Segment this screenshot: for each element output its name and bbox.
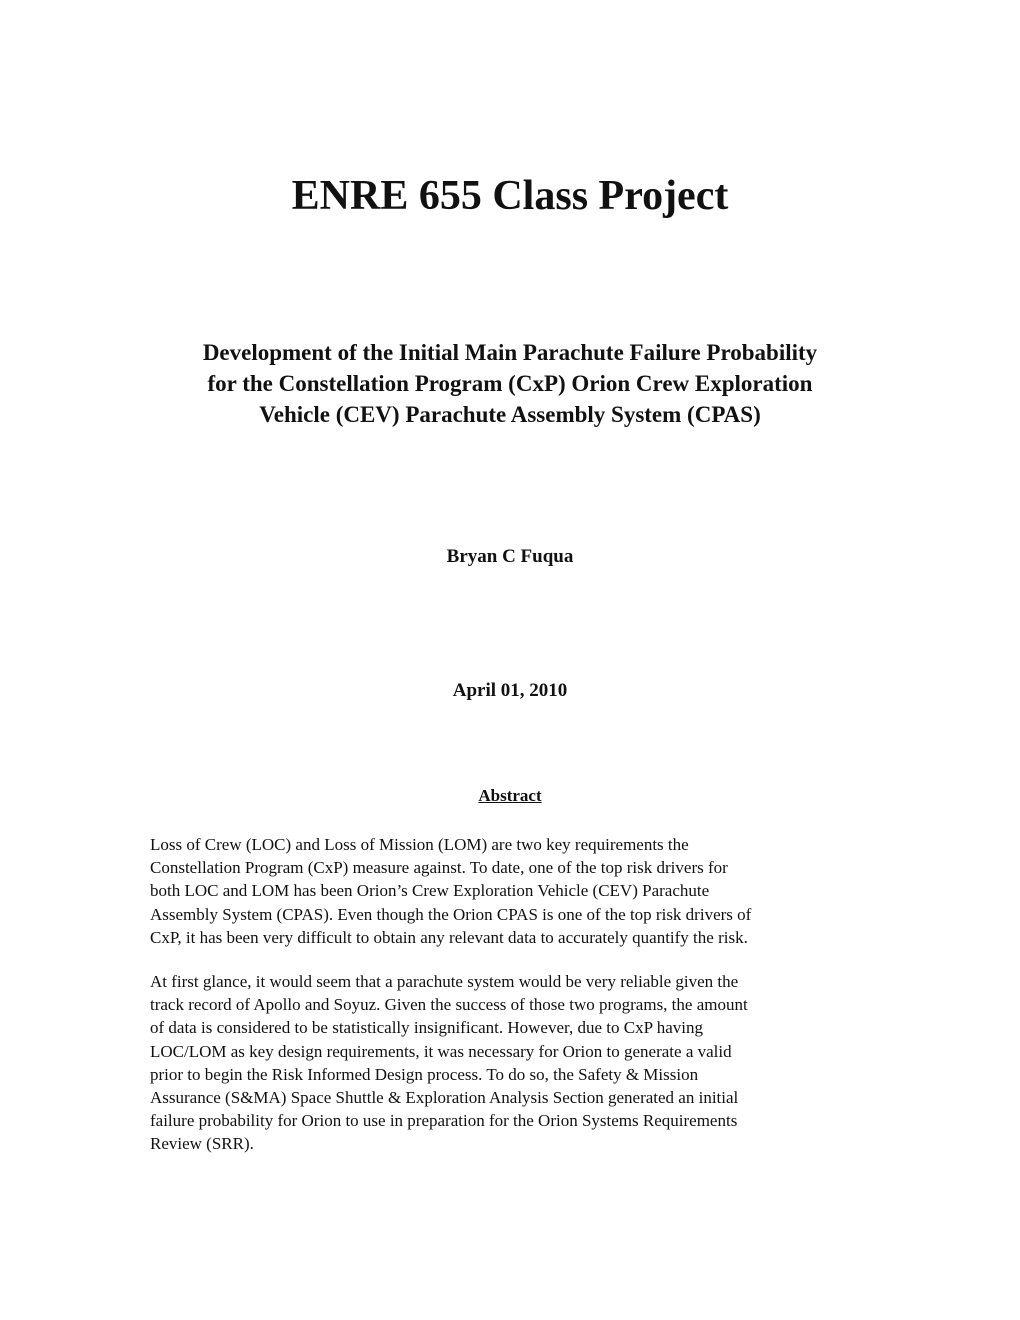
paragraph-line: failure probability for Orion to use in preparation for the Orion Systems Requirements [150, 1111, 738, 1131]
paragraph-line: both LOC and LOM has been Orion’s Crew Exploration Vehicle (CEV) Parachute [150, 881, 710, 901]
abstract-paragraph-1 [150, 833, 890, 949]
paragraph-line: LOC/LOM as key design requirements, it was necessary for Orion to generate a valid [150, 1041, 732, 1061]
paragraph-line: Loss of Crew (LOC) and Loss of Mission (LOM) are two key requirements the [150, 835, 689, 854]
paragraph-line: Assurance (S&MA) Space Shuttle & Exploration Analysis Section generated an initial [150, 1088, 739, 1108]
paragraph-line: CxP, it has been very difficult to obtain any relevant data to accurately quantify the risk. [150, 927, 748, 947]
paragraph-line: of data is considered to be statistically insignificant. However, due to CxP having [150, 1018, 703, 1038]
paragraph-line: track record of Apollo and Soyuz. Given the success of those two programs, the amount [150, 995, 748, 1015]
subtitle-line: Development of the Initial Main Parachute Failure Probability [202, 340, 818, 365]
document-date: April 01, 2010 [452, 680, 568, 701]
document-subtitle [110, 337, 910, 430]
paragraph-line: At first glance, it would seem that a parachute system would be very reliable given the [150, 972, 739, 991]
author-name: Bryan C Fuqua [446, 546, 574, 567]
paragraph-line: prior to begin the Risk Informed Design process. To do so, the Safety & Mission [150, 1064, 699, 1084]
paragraph-line: Constellation Program (CxP) measure against. To date, one of the top risk drivers for [150, 858, 728, 878]
subtitle-line: for the Constellation Program (CxP) Orion Crew Exploration [207, 371, 813, 396]
abstract-paragraph-2 [150, 970, 890, 1156]
document-title: ENRE 655 Class Project [291, 173, 729, 219]
subtitle-line: Vehicle (CEV) Parachute Assembly System (CPAS) [259, 402, 761, 427]
abstract-heading: Abstract [478, 786, 542, 805]
paragraph-line: Review (SRR). [150, 1134, 254, 1154]
paragraph-line: Assembly System (CPAS). Even though the Orion CPAS is one of the top risk drivers of [150, 904, 752, 924]
